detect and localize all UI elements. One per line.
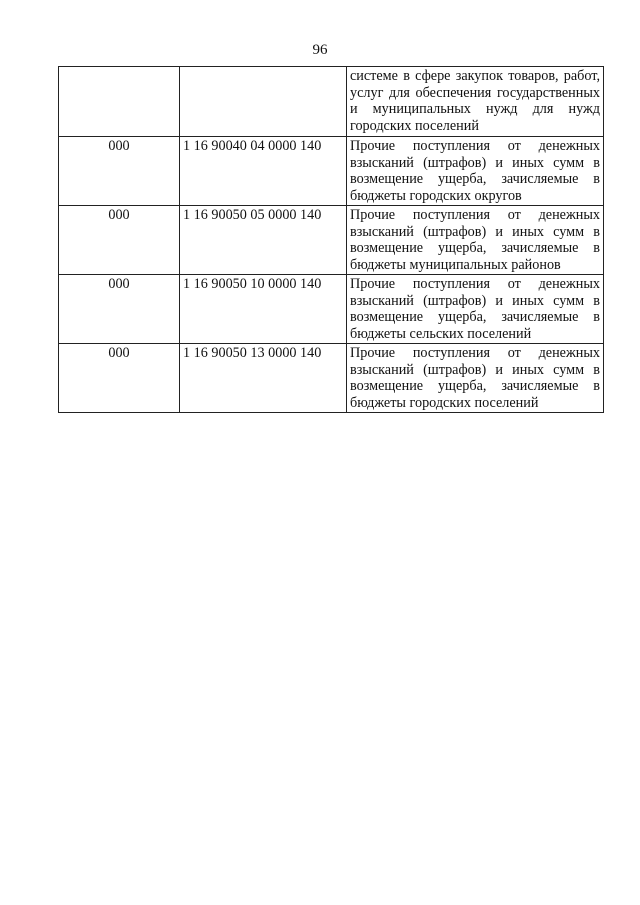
admin-code-cell: 000: [59, 344, 180, 413]
budget-code-cell: 1 16 90050 13 0000 140: [180, 344, 347, 413]
table-row: [59, 206, 604, 275]
budget-code-cell: 1 16 90050 10 0000 140: [180, 275, 347, 344]
page-number: 96: [312, 42, 328, 58]
table-row: [59, 344, 604, 413]
revenue-name-cell: Прочие поступления от денежных взысканий (штрафов) и иных сумм в возмещение ущерба, зачисляемые в бюджеты муниципальных районов: [347, 206, 604, 275]
budget-code-table: [58, 66, 604, 413]
revenue-name-cell: Прочие поступления от денежных взысканий (штрафов) и иных сумм в возмещение ущерба, зачисляемые в бюджеты сельских поселений: [347, 275, 604, 344]
admin-code-cell: [59, 67, 180, 137]
budget-code-cell: 1 16 90040 04 0000 140: [180, 137, 347, 206]
table-row: [59, 137, 604, 206]
budget-code-cell: 1 16 90050 05 0000 140: [180, 206, 347, 275]
table-row: [59, 275, 604, 344]
table-row: [59, 67, 604, 137]
revenue-name-cell: Прочие поступления от денежных взысканий (штрафов) и иных сумм в возмещение ущерба, зачисляемые в бюджеты городских округов: [347, 137, 604, 206]
revenue-name-cell: системе в сфере закупок товаров, работ, услуг для обеспечения государственных и муниципальных нужд для нужд городских поселений: [347, 67, 604, 137]
admin-code-cell: 000: [59, 275, 180, 344]
budget-code-cell: [180, 67, 347, 137]
admin-code-cell: 000: [59, 206, 180, 275]
admin-code-cell: 000: [59, 137, 180, 206]
revenue-name-cell: Прочие поступления от денежных взысканий (штрафов) и иных сумм в возмещение ущерба, зачисляемые в бюджеты городских поселений: [347, 344, 604, 413]
